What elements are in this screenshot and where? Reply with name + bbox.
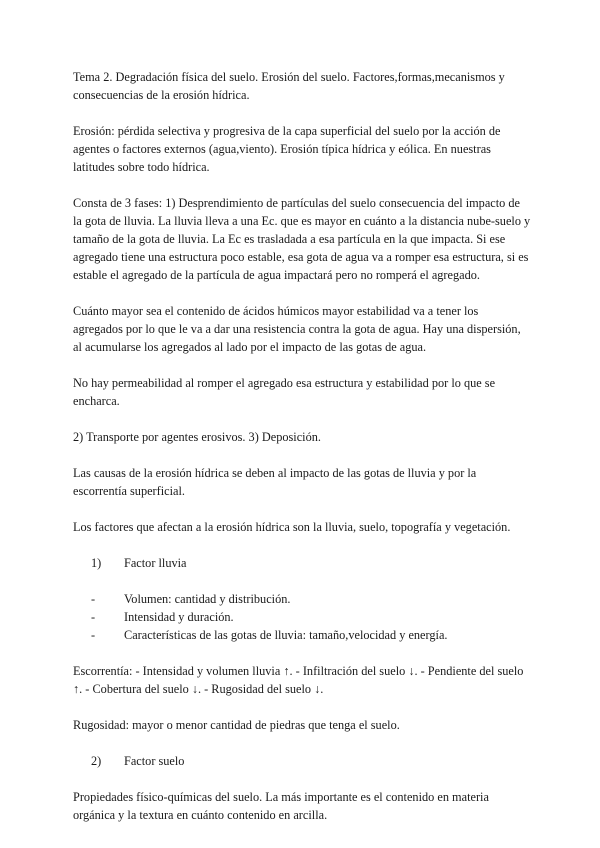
- dash-bullet: -: [91, 610, 96, 624]
- list-item-text: Intensidad y duración.: [124, 610, 234, 624]
- list-item-text: Volumen: cantidad y distribución.: [124, 592, 291, 606]
- heading-label: Factor suelo: [124, 754, 185, 768]
- dash-bullet: -: [91, 628, 96, 642]
- heading-factor-lluvia: [73, 554, 531, 572]
- list-item: [73, 608, 531, 626]
- paragraph-roughness: Rugosidad: mayor o menor cantidad de piedras que tenga el suelo.: [73, 718, 400, 732]
- paragraph-factors: Los factores que afectan a la erosión hídrica son la lluvia, suelo, topografía y vegetación.: [73, 520, 511, 534]
- paragraph-causes: Las causas de la erosión hídrica se deben al impacto de las gotas de lluvia y por la escorrentía superficial.: [73, 466, 477, 498]
- paragraph-erosion-definition: Erosión: pérdida selectiva y progresiva de la capa superficial del suelo por la acción de agentes o factores externos (agua,viento). Erosión típica hídrica y eólica. En nuestras latitudes sobre todo hídrica.: [73, 124, 501, 174]
- dash-bullet: -: [91, 592, 96, 606]
- paragraph-soil-properties: Propiedades físico-químicas del suelo. La más importante es el contenido en materia orgánica y la textura en cuánto contenido en arcilla.: [73, 790, 489, 822]
- paragraph-phases: Consta de 3 fases: 1) Desprendimiento de partículas del suelo consecuencia del impacto de la gota de lluvia. La lluvia lleva a una Ec. que es mayor en cuánto a la distancia nube-suelo y tamaño de la gota de lluvia. La Ec es trasladada a esa partícula en la que impacta. Si ese agregado tiene una estructura poco estable, esa gota de agua va a romper esa estructura, si es estable el agregado de la partícula de agua impactará pero no romperá el agregado.: [73, 196, 531, 282]
- list-item: [73, 590, 531, 608]
- paragraph-runoff: Escorrentía: - Intensidad y volumen lluvia ↑. - Infiltración del suelo ↓. - Pendiente del suelo ↑. - Cobertura del suelo ↓. - Rugosidad del suelo ↓.: [73, 664, 524, 696]
- paragraph-humic-acids: Cuánto mayor sea el contenido de ácidos húmicos mayor estabilidad va a tener los agregados por lo que le va a dar una resistencia contra la gota de agua. Hay una dispersión, al acumularse los agregados al lado por el impacto de las gotas de agua.: [73, 304, 521, 354]
- paragraph-transport: 2) Transporte por agentes erosivos. 3) Deposición.: [73, 430, 321, 444]
- list-number: 2): [91, 754, 102, 768]
- document-page: [73, 68, 531, 842]
- heading-label: Factor lluvia: [124, 556, 187, 570]
- factor-lluvia-list: [73, 590, 531, 644]
- heading-factor-suelo: [73, 752, 531, 770]
- document-title: Tema 2. Degradación física del suelo. Erosión del suelo. Factores,formas,mecanismos y consecuencias de la erosión hídrica.: [73, 70, 505, 102]
- list-item-text: Características de las gotas de lluvia: tamaño,velocidad y energía.: [124, 628, 448, 642]
- list-item: [73, 626, 531, 644]
- list-number: 1): [91, 556, 102, 570]
- paragraph-permeability: No hay permeabilidad al romper el agregado esa estructura y estabilidad por lo que se encharca.: [73, 376, 496, 408]
